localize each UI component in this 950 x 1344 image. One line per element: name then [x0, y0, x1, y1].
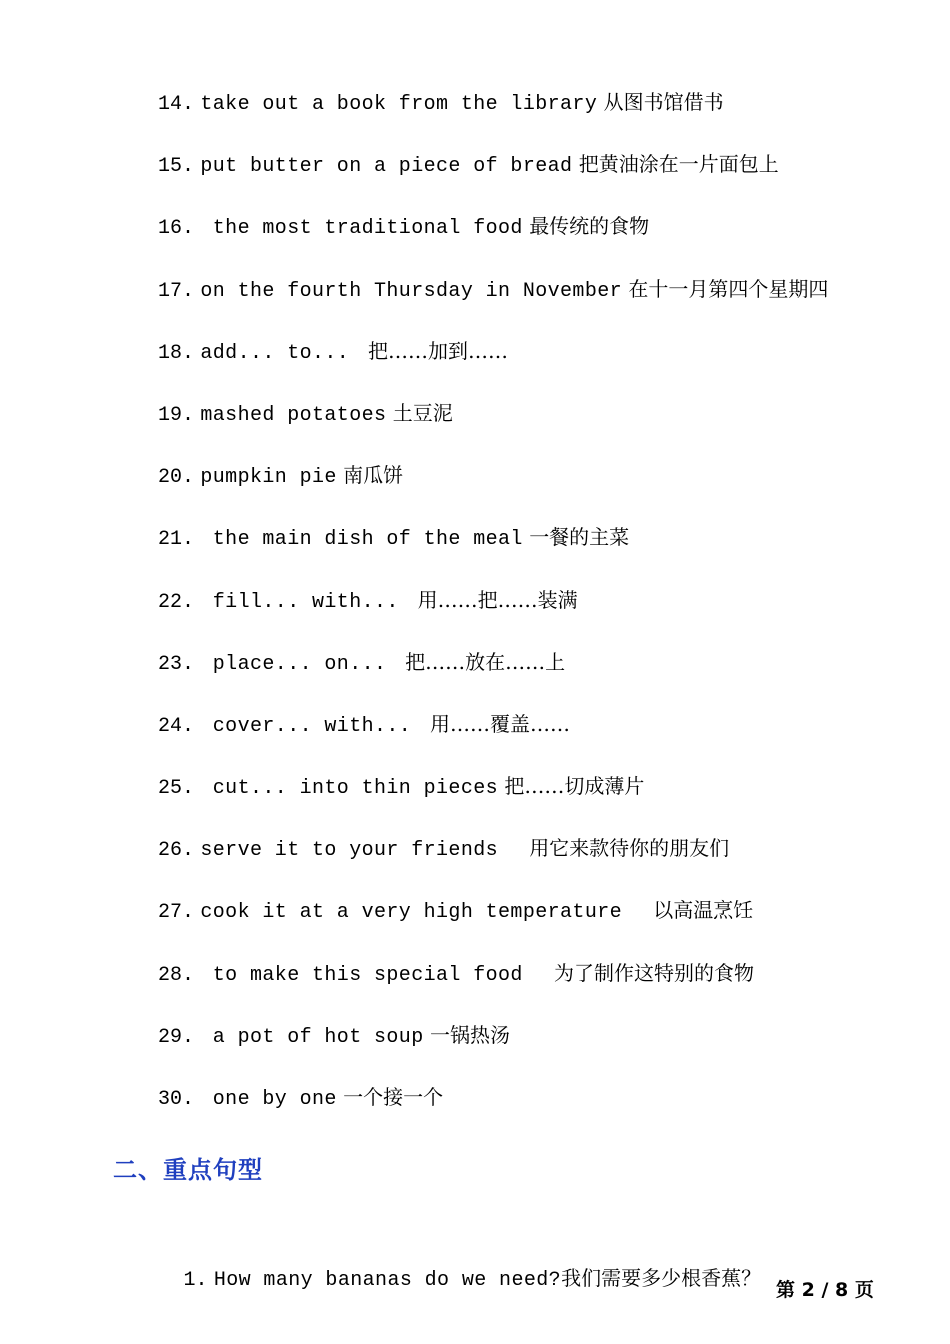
phrase-english: pumpkin pie	[200, 466, 337, 490]
phrase-chinese: 用它来款待你的朋友们	[529, 836, 730, 861]
phrase-english: add... to...	[200, 341, 362, 365]
phrase-number: 29.	[158, 1025, 195, 1049]
phrase-chinese: 南瓜饼	[343, 463, 404, 488]
phrase-english: place... on...	[200, 652, 399, 676]
phrase-english: fill... with...	[200, 590, 412, 614]
sentence-chinese: 我们需要多少根香蕉？	[561, 1266, 762, 1290]
phrase-chinese: 从图书馆借书	[603, 90, 724, 114]
phrase-english: mashed potatoes	[200, 403, 387, 427]
phrase-chinese: 一个接一个	[343, 1085, 444, 1109]
phrase-number: 30.	[158, 1088, 195, 1111]
sentence-english: How many bananas do we need?	[213, 1269, 562, 1292]
phrase-chinese: 把……加到……	[367, 338, 508, 363]
phrase-number: 28.	[158, 963, 195, 987]
phrase-chinese: 一餐的主菜	[529, 525, 630, 550]
phrase-chinese: 把……放在……上	[405, 649, 566, 674]
phrase-chinese: 为了制作这特别的食物	[554, 960, 754, 985]
phrase-english: on the fourth Thursday in November	[200, 279, 623, 303]
phrase-chinese: 最传统的食物	[529, 214, 650, 239]
phrase-number: 14.	[158, 93, 195, 116]
phrase-english: take out a book from the library	[200, 93, 598, 116]
phrase-number: 16.	[158, 217, 195, 241]
phrase-english: put butter on a piece of bread	[200, 155, 573, 179]
phrase-item	[158, 830, 898, 892]
phrase-number: 17.	[158, 279, 195, 303]
phrase-item	[158, 519, 898, 581]
phrase-item	[158, 333, 898, 395]
phrase-number: 21.	[158, 528, 195, 552]
phrase-item	[158, 84, 898, 146]
phrase-number: 23.	[158, 652, 195, 676]
phrase-number: 25.	[158, 777, 195, 801]
phrase-item	[158, 208, 898, 270]
phrase-chinese: 一锅热汤	[429, 1022, 510, 1047]
phrase-chinese: 用……覆盖……	[429, 711, 570, 736]
phrase-english: the most traditional food	[200, 217, 523, 241]
phrase-number: 20.	[158, 466, 195, 490]
phrase-english: cover... with...	[200, 714, 424, 738]
phrase-item	[158, 892, 898, 954]
phrase-chinese: 在十一月第四个星期四	[628, 276, 829, 301]
phrase-english: serve it to your friends	[200, 839, 523, 863]
phrase-english: a pot of hot soup	[200, 1025, 424, 1049]
phrase-chinese: 土豆泥	[392, 400, 453, 425]
sentence-number: 1.	[183, 1269, 208, 1292]
phrase-item	[158, 955, 898, 1017]
sentence-item	[158, 1224, 761, 1335]
phrase-chinese: 以高温烹饪	[653, 898, 754, 923]
section-heading: 二、重点句型	[113, 1156, 263, 1184]
phrase-chinese: 用……把……装满	[417, 587, 578, 612]
phrase-english: cut... into thin pieces	[200, 777, 499, 801]
phrase-item	[158, 768, 898, 830]
phrase-chinese: 把……切成薄片	[504, 774, 645, 799]
phrase-number: 27.	[158, 901, 195, 925]
phrase-english: the main dish of the meal	[200, 528, 523, 552]
phrase-item	[158, 271, 898, 333]
phrase-number: 26.	[158, 839, 195, 863]
phrase-item	[158, 644, 898, 706]
phrase-chinese: 把黄油涂在一片面包上	[578, 152, 779, 177]
phrase-number: 24.	[158, 714, 195, 738]
phrase-number: 15.	[158, 155, 195, 179]
phrase-item	[158, 1079, 898, 1141]
phrase-list	[158, 84, 898, 1141]
phrase-item	[158, 457, 898, 519]
phrase-item	[158, 1017, 898, 1079]
page-number: 第 2 / 8 页	[776, 1279, 874, 1301]
phrase-english: one by one	[200, 1088, 337, 1111]
phrase-number: 18.	[158, 341, 195, 365]
phrase-item	[158, 582, 898, 644]
phrase-item	[158, 395, 898, 457]
phrase-english: cook it at a very high temperature	[200, 901, 647, 925]
phrase-number: 19.	[158, 403, 195, 427]
phrase-number: 22.	[158, 590, 195, 614]
phrase-english: to make this special food	[200, 963, 548, 987]
phrase-item	[158, 706, 898, 768]
phrase-item	[158, 146, 898, 208]
